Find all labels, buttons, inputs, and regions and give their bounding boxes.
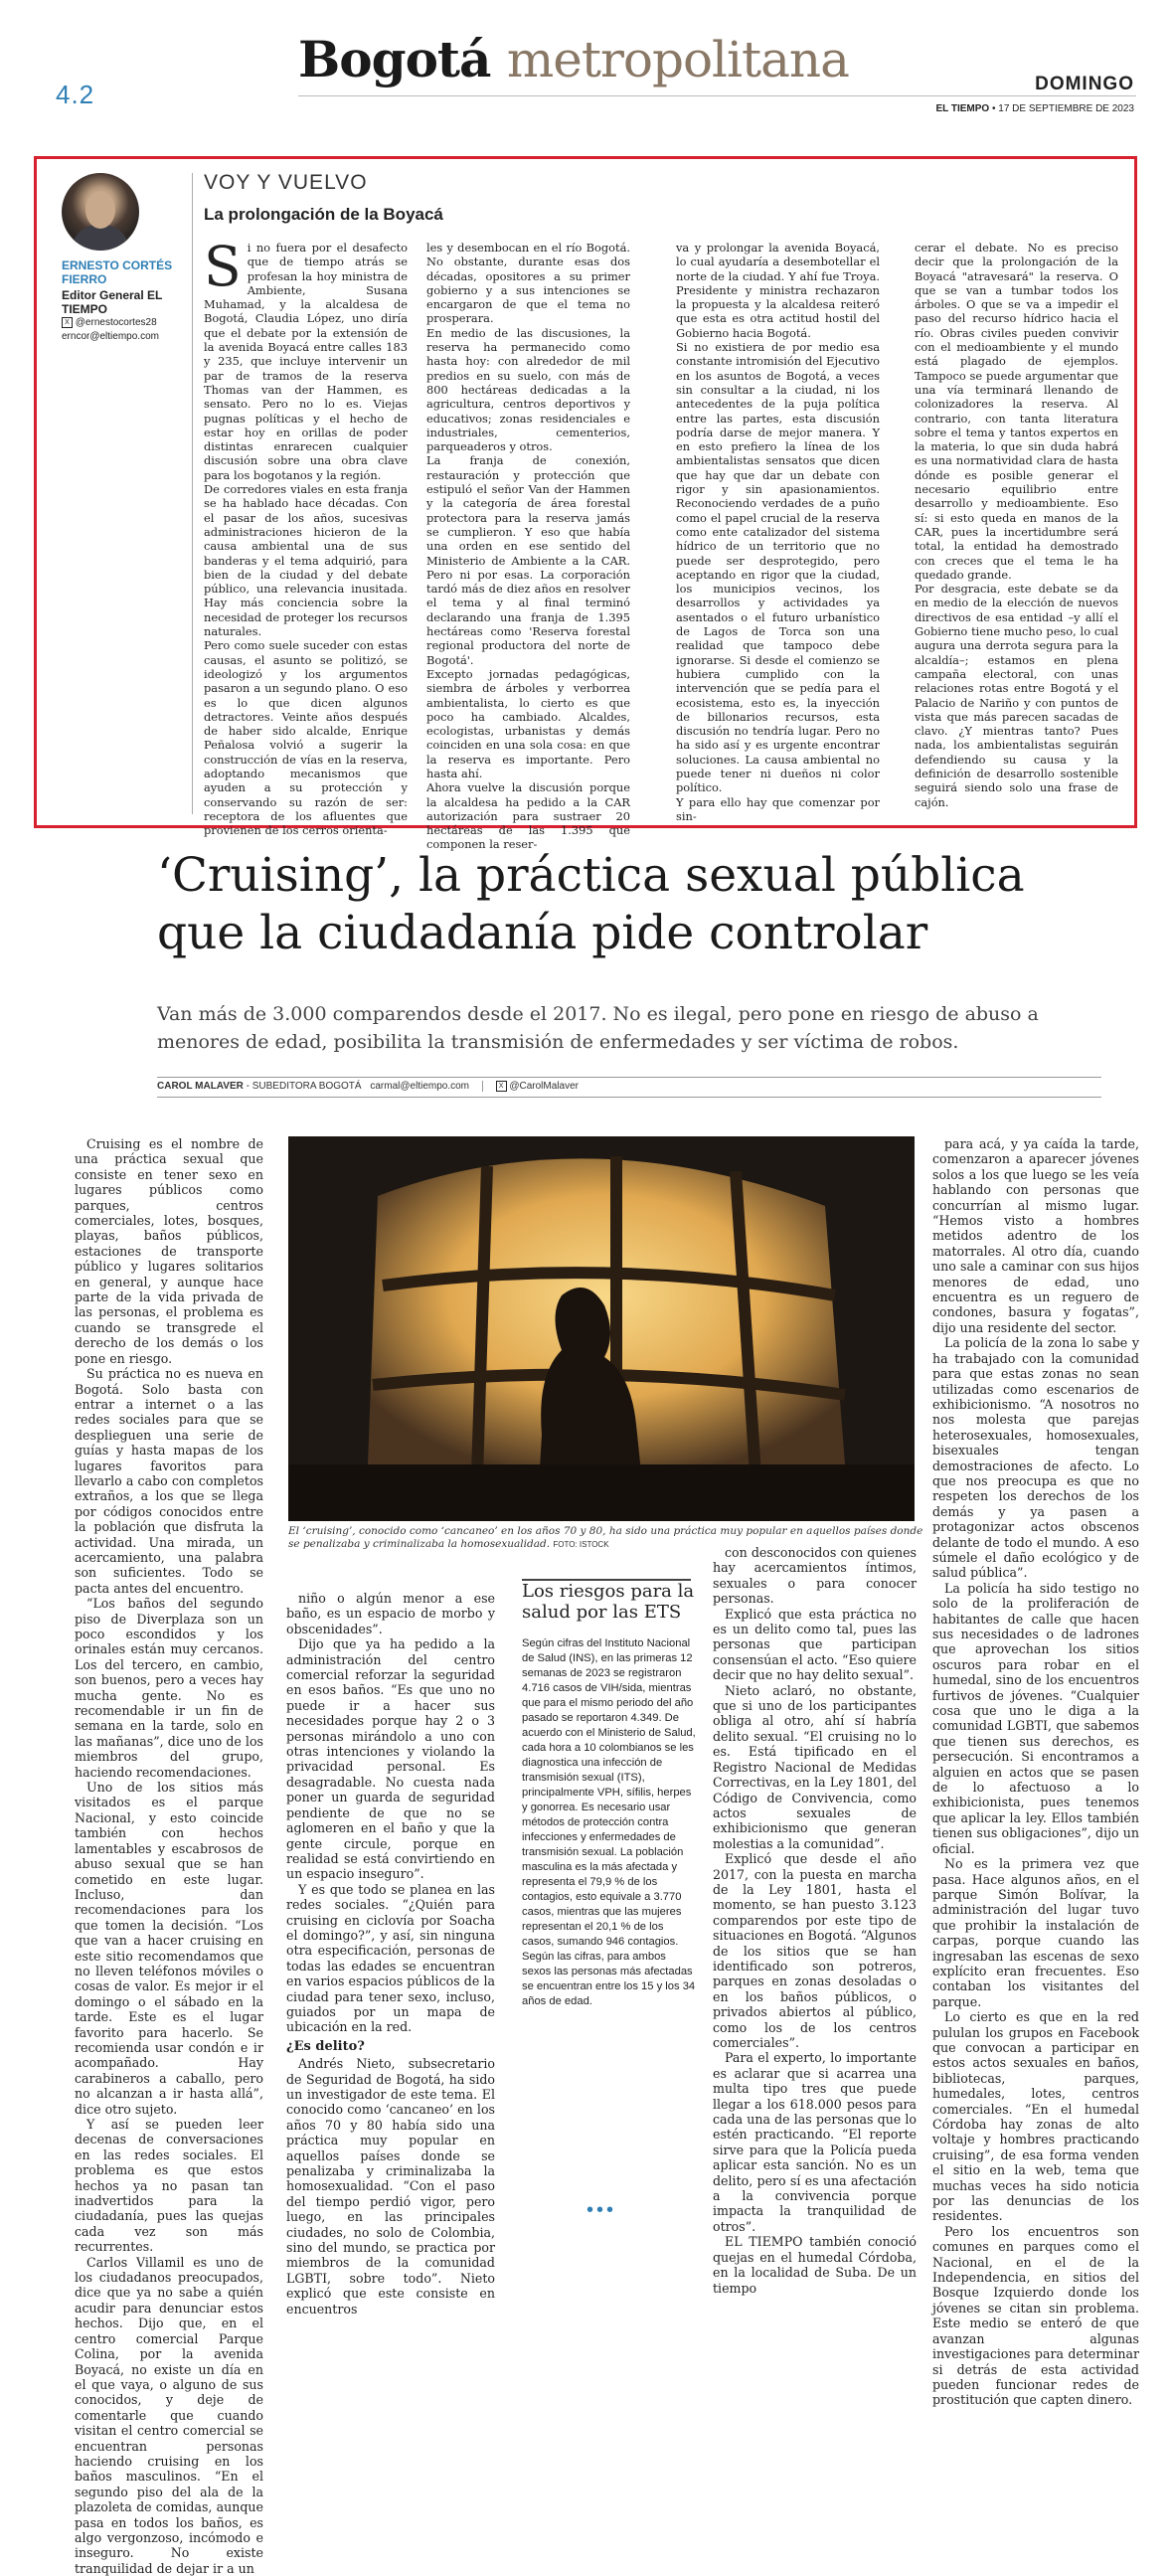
day-label: DOMINGO bbox=[1035, 74, 1134, 94]
paper-name: EL TIEMPO bbox=[935, 103, 990, 114]
headline-line-2: que la ciudadanía pide controlar bbox=[157, 906, 928, 960]
story-paragraph: con desconocidos con quienes hay acercamientos íntimos, sexuales o para conocer personas. bbox=[713, 1545, 917, 1607]
x-icon: X bbox=[496, 1081, 507, 1092]
byline bbox=[157, 1081, 579, 1092]
author-name: ERNESTO CORTÉS FIERRO bbox=[62, 258, 173, 286]
story-paragraph: La policía de la zona lo sabe y ha trabajado con la comunidad para que estas zonas no sean utilizadas como escenarios de exhibicionismo. “A nosotros no nos molesta que parejas heterosexuales, homosexuales, bisexuales tengan demostraciones de afecto. Lo que nos preocupa es que no respeten los derechos de los demás y ya pasen a protagonizar actos obscenos delante de todo el mundo. A eso súmele el daño ecológico y de salud pública”. bbox=[932, 1335, 1139, 1581]
story-paragraph: “Los baños del segundo piso de Diverplaza son un poco escondidos y los orinales están muy cercanos. Los del tercero, en cambio, son buenos, pero a veces hay mucha gente. No es recomendable ir un fin de semana en la tarde, solo en las mañanas”, dice uno de los miembros del grupo, haciendo recomendaciones. bbox=[75, 1596, 263, 1780]
story-paragraph: Dijo que ya ha pedido a la administración del centro comercial reforzar la seguridad en esos baños. “Es que uno no puede ir a hacer sus necesidades porque hay 2 o 3 personas mirándolo a uno con otras intenciones y violando la privacidad personal. Es desagradable. No cuesta nada poner un guarda de seguridad pendiente de que no se aglomeren en el baño y que la gente circule, porque en realidad se está convirtiendo en un espacio inseguro”. bbox=[286, 1636, 495, 1882]
story-subhead: ¿Es delito? bbox=[286, 2038, 365, 2054]
author-email[interactable]: erncor@eltiempo.com bbox=[62, 331, 159, 342]
sidebar-box bbox=[522, 1581, 696, 2009]
column-text-2 bbox=[426, 241, 630, 852]
column-paragraph: Pero como suele suceder con estas causas, el asunto se politizó, se ideologizó y los argumentos pasaron a un segundo plano. O eso es lo que dicen algunos detractores. Veinte años después de haber sido alcalde, Enrique Peñalosa volvió a sugerir la construcción de vías en la reserva, adoptando mecanismos que ayuden a su protección y conservando su razón de ser: receptora de los afluentes que provienen de los cerros orienta- bbox=[204, 638, 408, 838]
author-twitter-handle: @ernestocortes28 bbox=[75, 317, 157, 328]
dateline bbox=[935, 103, 1134, 114]
photo-credit: FOTO: ISTOCK bbox=[553, 1540, 609, 1549]
column-text-3 bbox=[676, 241, 880, 823]
column-divider bbox=[192, 173, 193, 814]
continue-dots: ••• bbox=[586, 2199, 617, 2221]
byline-email[interactable]: carmal@eltiempo.com bbox=[370, 1081, 469, 1093]
story-paragraph: Su práctica no es nueva en Bogotá. Solo basta con entrar a internet o a las redes sociales para que se desplieguen una serie de guías y hasta mapas de los lugares favoritos para llevarlo a cabo con completos extraños, a los que se llega por códigos conocidos entre la población que disfruta la actividad. Una mirada, un acercamiento, una palabra son suficientes. Todo se pacta antes del encuentro. bbox=[75, 1366, 263, 1596]
byline-rule-top bbox=[157, 1077, 1101, 1078]
page-number: 4.2 bbox=[56, 80, 95, 109]
story-photo bbox=[288, 1136, 915, 1521]
drop-cap: S bbox=[204, 235, 242, 298]
author-info bbox=[62, 258, 176, 344]
story-paragraph: Uno de los sitios más visitados es el parque Nacional, y esto coincide también con hechos lamentables y escabrosos de abuso sexual que se han cometido en este lugar. Incluso, dan recomendaciones para los que tomen la decisión. “Los que van a hacer cruising en este sitio recomendamos que no lleven teléfonos móviles o cosas de valor. Es mejor ir el domingo o el sábado en la tarde. Este es el lugar favorito para hacerlo. Se recomienda usar condón e ir acompañado. Hay carabineros a caballo, pero no alcanzan a ir hasta allá”, dice otro sujeto. bbox=[75, 1780, 263, 2117]
x-icon: X bbox=[62, 317, 73, 328]
section-masthead bbox=[298, 30, 849, 88]
story-paragraph: EL TIEMPO también conoció quejas en el humedal Córdoba, en la localidad de Suba. De un tiempo bbox=[713, 2234, 917, 2296]
column-paragraph: Si no existiera de por medio esa constante intromisión del Ejecutivo en los asuntos de Bogotá, a veces sin consultar a la ciudad, ni los antecedentes de la puja política entre las partes, esta discusión podría darse de mejor manera. Y en esto prefiero la línea de los ambientalistas sensatos que dicen que hay que dar un debate con rigor y sin apasionamientos. Reconociendo verdades de a puño como el papel crucial de la reserva como ente catalizador del sistema hídrico de un territorio que no puede ser desprotegido, pero aceptando en rigor que la ciudad, los municipios vecinos, los desarrollos y actividades ya asentados o el futuro urbanístico de Lagos de Torca son una realidad que tampoco debe ignorarse. Si desde el comienzo se hubiera cumplido con la intervención que se pedía para el ecosistema, esto es, la inyección de billonarios recursos, esta discusión no tendría lugar. Pero no ha sido así y es urgente encontrar soluciones. La causa ambiental no puede tener ni dueños ni color político. bbox=[676, 340, 880, 795]
column-paragraph: va y prolongar la avenida Boyacá, lo cual ayudaría a desembotellar el norte de la ciudad. Y ahí fue Troya. Presidente y ministra rechazaron la propuesta y la alcaldesa reiteró que esta es otra actitud hostil del Gobierno hacia Bogotá. bbox=[676, 241, 880, 340]
column-paragraph: Por desgracia, este debate se da en medio de la elección de nuevos directivos de esa entidad –y allí el Gobierno tiene mucho peso, lo cual augura una derrota segura para la alcaldía–; estamos en plena campaña electoral, con unas relaciones rotas entre Bogotá y el Palacio de Nariño y con puntos de vista que más parecen sacadas de clavo. ¿Y mientras tanto? Pues nada, los ambientalistas seguirán defendiendo su causa y la definición de desarrollo sostenible seguirá siendo solo una frase de cajón. bbox=[915, 582, 1118, 809]
headline-line-1: ‘Cruising’, la práctica sexual pública bbox=[157, 848, 1025, 903]
sidebar-text: Según cifras del Instituto Nacional de Salud (INS), en las primeras 12 semanas de 2023 se registraron 4.716 casos de VIH/sida, mientras que para el mismo periodo del año pasado se reportaron 4.349. De acuerdo con el Ministerio de Salud, cada hora a 10 colombianos se les diagnostica una infección de transmisión sexual (ITS), principalmente VPH, sífilis, herpes y gonorrea. Es necesario usar métodos de protección contra infecciones y enfermedades de transmisión sexual. La población masculina es la más afectada y representa el 79,9 % de los contagios, esto equivale a 3.770 casos, mientras que las mujeres representan el 20,1 % de los casos, sumando 946 contagios. Según las cifras, para ambos sexos las personas más afectadas se encuentran entre los 15 y los 34 años de edad. bbox=[522, 1637, 696, 2007]
issue-date: • 17 DE SEPTIEMBRE DE 2023 bbox=[991, 103, 1134, 114]
story-paragraph: Explicó que esta práctica no es un delito como tal, pues las personas que participan consensúan el acto. “Eso quiere decir que no hay delito sexual”. bbox=[713, 1606, 917, 1683]
story-paragraph: Y es que todo se planea en las redes sociales. “¿Quién para cruising en ciclovía por Soacha el domingo?”, y así, sin ninguna otra especificación, personas de todas las edades se encuentran en varios espacios públicos de la ciudad para tener sexo, incluso, guiados por un mapa de ubicación en la red. bbox=[286, 1881, 495, 2035]
story-paragraph: Y así se pueden leer decenas de conversaciones en las redes sociales. El problema es que estos hechos ya no pasan tan inadvertidos para la ciudadanía, pues las quejas cada vez son más recurrentes. bbox=[75, 2117, 263, 2255]
story-paragraph: No es la primera vez que pasa. Hace algunos años, en el parque Simón Bolívar, la administración del lugar tuvo que prohibir la instalación de carpas, porque cuando las ingresaban las escenas de sexo explícito eran frecuentes. Eso contaban los visitantes del parque. bbox=[932, 1856, 1139, 2009]
column-paragraph: Excepto jornadas pedagógicas, siembra de árboles y verborrea ambientalista, lo cierto es que poco ha cambiado. Alcaldes, ecologistas, urbanistas y demás coinciden en una sola cosa: en que la reserva es importante. Pero hasta ahí. bbox=[426, 666, 630, 780]
sidebar-title: Los riesgos para la salud por las ETS bbox=[522, 1581, 695, 1623]
story-paragraph: Lo cierto es que en la red pululan los grupos en Facebook que convocan a participar en estos actos sexuales en baños, bibliotecas, parques, humedales, lotes, centros comerciales. “En el humedal Córdoba hay zonas de alto voltaje y hombres practicando cruising”, de esa forma venden el sitio en la web, tema que muchas veces ha sido noticia por las denuncias de los residentes. bbox=[932, 2009, 1139, 2224]
column-paragraph: Ahora vuelve la discusión porque la alcaldesa ha pedido a la CAR autorización para sustraer 20 hectáreas de las 1.395 que componen la reser- bbox=[426, 780, 630, 852]
byline-rule-bottom bbox=[157, 1097, 1101, 1098]
story-paragraph: para acá, y ya caída la tarde, comenzaron a aparecer jóvenes solos a los que luego se les veía hablando con personas que concurrían al mismo lugar. “Hemos visto a hombres metidos adentro de los matorrales. Al otro día, cuando uno sale a caminar con sus hijos menores de edad, uno encuentra es un reguero de condones, basura y fogatas”, dijo una residente del sector. bbox=[932, 1136, 1139, 1335]
column-paragraph: i no fuera por el desafecto que de tiempo atrás se profesan la hoy ministra de Ambiente, Susana Muhamad, y la alcaldesa de Bogotá, Claudia López, uno diría que el debate por la extensión de la avenida Boyacá entre calles 183 y 235, que incluye intervenir un par de tramos de la reserva Thomas van der Hammen, es sensato. Pero no lo es. Viejas pugnas políticas y el hecho de estar hoy en orillas de poder distintas enrarecen cualquier discusión sobre una obra clave para los bogotanos y la región. bbox=[204, 241, 408, 482]
column-paragraph: La franja de conexión, restauración y protección que estipuló el señor Van der Hammen y la categoría de área forestal protectora para la reserva jamás se cumplieron. Y eso que había una orden en ese sentido del Ministerio de Ambiente a la CAR. Pero ni por esas. La corporación tardó más de diez años en resolver el tema y al final terminó declarando una franja de 1.395 hectáreas como 'Reserva forestal regional productora del norte de Bogotá'. bbox=[426, 453, 630, 667]
byline-divider bbox=[482, 1081, 483, 1092]
column-text-1 bbox=[204, 235, 408, 838]
story-paragraph: Nieto aclaró, no obstante, que si uno de los participantes obliga al otro, ahí sí habría delito sexual. “El cruising no lo es. Está tipificado en el Registro Nacional de Medidas Correctivas, en la Ley 1801, del Código de Convivencia, como actos sexuales de exhibicionismo que generan molestias a la comunidad”. bbox=[713, 1682, 917, 1851]
masthead-bold: Bogotá bbox=[298, 30, 491, 88]
story-column-1 bbox=[75, 1136, 263, 2576]
byline-role: - SUBEDITORA BOGOTÁ bbox=[243, 1081, 362, 1093]
story-dek: Van más de 3.000 comparendos desde el 2017. No es ilegal, pero pone en riesgo de abuso a menores de edad, posibilita la transmisión de enfermedades y ser víctima de robos. bbox=[157, 1003, 1039, 1053]
author-twitter[interactable] bbox=[62, 316, 176, 330]
column-paragraph: les y desembocan en el río Bogotá. No obstante, durante esas dos décadas, opositores a su primer gobierno y a sus intenciones se encargaron de que el tema no prosperara. bbox=[426, 241, 630, 326]
story-paragraph: Pero los encuentros son comunes en parques como el Nacional, en el de la Independencia, en sitios del Bosque Izquierdo donde los jóvenes se citan sin problema. Este medio se enteró de que avanzan algunas investigaciones para determinar si detrás de esta actividad pueden funcionar redes de prostitución que capten dinero. bbox=[932, 2223, 1139, 2408]
story-paragraph: niño o algún menor a ese baño, es un espacio de morbo y obscenidades”. bbox=[286, 1591, 495, 1636]
masthead-rule bbox=[298, 95, 1136, 96]
caption-text: El ‘cruising’, conocido como ‘cancaneo’ en los años 70 y 80, ha sido una práctica muy popular en aquellos países donde se penalizaba y criminalizaba la homosexualidad. bbox=[288, 1525, 923, 1550]
column-title: La prolongación de la Boyacá bbox=[204, 205, 443, 224]
story-paragraph: Andrés Nieto, subsecretario de Seguridad de Bogotá, ha sido un investigador de este tema. El conocido como ‘cancaneo’ en los años 70 y 80 había sido una práctica muy popular en aquellos países donde se penalizaba y criminalizaba la homosexualidad. “Con el paso del tiempo perdió vigor, pero luego, en las principales ciudades, no solo de Colombia, sino del mundo, se practica por miembros de la comunidad LGBTI, sobre todo”. Nieto explicó que este consiste en encuentros bbox=[286, 2056, 495, 2317]
column-paragraph: Y para ello hay que comenzar por sin- bbox=[676, 794, 880, 823]
column-paragraph: En medio de las discusiones, la reserva ha permanecido como hasta hoy: con alrededor de mil predios en su suelo, con más de 800 hectáreas dedicadas a la agricultura, centros deportivos y educativos; zonas residenciales e industriales, cementerios, parqueaderos y otros. bbox=[426, 325, 630, 454]
story-headline bbox=[157, 847, 1131, 962]
author-role: Editor General EL TIEMPO bbox=[62, 288, 163, 316]
byline-name: CAROL MALAVER bbox=[157, 1081, 244, 1093]
story-column-3 bbox=[713, 1545, 917, 2296]
byline-twitter[interactable]: @CarolMalaver bbox=[509, 1081, 579, 1093]
story-paragraph: Para el experto, lo importante es aclarar que si acarrea una multa tipo tres que puede llegar a los 618.000 pesos para cada una de las personas que lo estén practicando. “El reporte sirve para que la Policía pueda aplicar esta sanción. No es un delito, pero sí es una afectación a la convivencia porque impacta la tranquilidad de otros”. bbox=[713, 2050, 917, 2234]
story-paragraph: Cruising es el nombre de una práctica sexual que consiste en tener sexo en lugares públicos como parques, centros comerciales, lotes, bosques, playas, baños públicos, estaciones de transporte público y lugares solitarios en general, y aunque hace parte de la vida privada de las personas, el problema es cuando se transgrede el derecho de los demás o los pone en riesgo. bbox=[75, 1136, 263, 1366]
story-paragraph: Explicó que desde el año 2017, con la puesta en marcha de la Ley 1801, hasta el momento, se han puesto 3.123 comparendos por este tipo de situaciones en Bogotá. “Algunos de los sitios que se han identificado son potreros, parques en zonas desoladas o en los baños públicos, o privados abiertos al público, como los de los centros comerciales”. bbox=[713, 1851, 917, 2050]
story-column-4 bbox=[932, 1136, 1139, 2408]
story-column-2 bbox=[286, 1591, 495, 2317]
story-paragraph: Carlos Villamil es uno de los ciudadanos preocupados, dice que ya no sabe a quién acudir para denunciar estos hechos. Dijo que, en el centro comercial Parque Colina, por la avenida Boyacá, no existe un día en el que vaya, o alguno de sus conocidos, y deje de comentarle que cuando visitan el centro comercial se encuentran personas haciendo cruising en los baños masculinos. “En el segundo piso del ala de la plazoleta de comidas, aunque pasa en todos los baños, es algo vergonzoso, incómodo e inseguro. No existe tranquilidad de dejar ir a un bbox=[75, 2254, 263, 2576]
column-paragraph: cerar el debate. No es preciso decir que la prolongación de la Boyacá "atravesará" la reserva. O que se van a tumbar todos los árboles. O que se va a impedir el paso del recurso hídrico hacia el río. Obras civiles pueden convivir con el medioambiente y el mundo está plagado de ejemplos. Tampoco se puede argumentar que una vía terminará llenando de colonizadores la reserva. Al contrario, con tanta literatura sobre el tema y tantos expertos en la materia, lo que sin duda habrá es una normatividad clara de hasta dónde es posible generar el necesario equilibrio entre desarrollo y medioambiente. Eso sí: si esto queda en manos de la CAR, pues la incertidumbre será total, la entidad ha demostrado con creces que el tema le ha quedado grande. bbox=[915, 241, 1118, 582]
author-avatar bbox=[62, 173, 139, 251]
story-paragraph: La policía ha sido testigo no solo de la proliferación de habitantes de calle que hacen sus necesidades o de ladrones que aprovechan los sitios oscuros para robar en el humedal, sino de los encuentros furtivos de jóvenes. “Cualquier cosa que uno le diga a la comunidad LGBTI, que sabemos que tienen sus derechos, es persecución. Si encontramos a alguien en actos que se pasen de lo afectuoso a lo exhibicionista, pues tenemos que aplicar la ley. Ellos también tienen sus obligaciones”, dijo un oficial. bbox=[932, 1580, 1139, 1856]
column-section-label: VOY Y VUELVO bbox=[204, 171, 368, 194]
column-paragraph: De corredores viales en esta franja se ha hablado hace décadas. Con el pasar de los años, sucesivas administraciones hicieron de la causa ambiental una de sus banderas y el tema adquirió, para bien de la ciudad y del debate público, una relevancia inusitada. Hay más conciencia sobre la necesidad de proteger los recursos naturales. bbox=[204, 482, 408, 639]
masthead-light: metropolitana bbox=[506, 31, 849, 88]
column-text-4 bbox=[915, 241, 1118, 809]
